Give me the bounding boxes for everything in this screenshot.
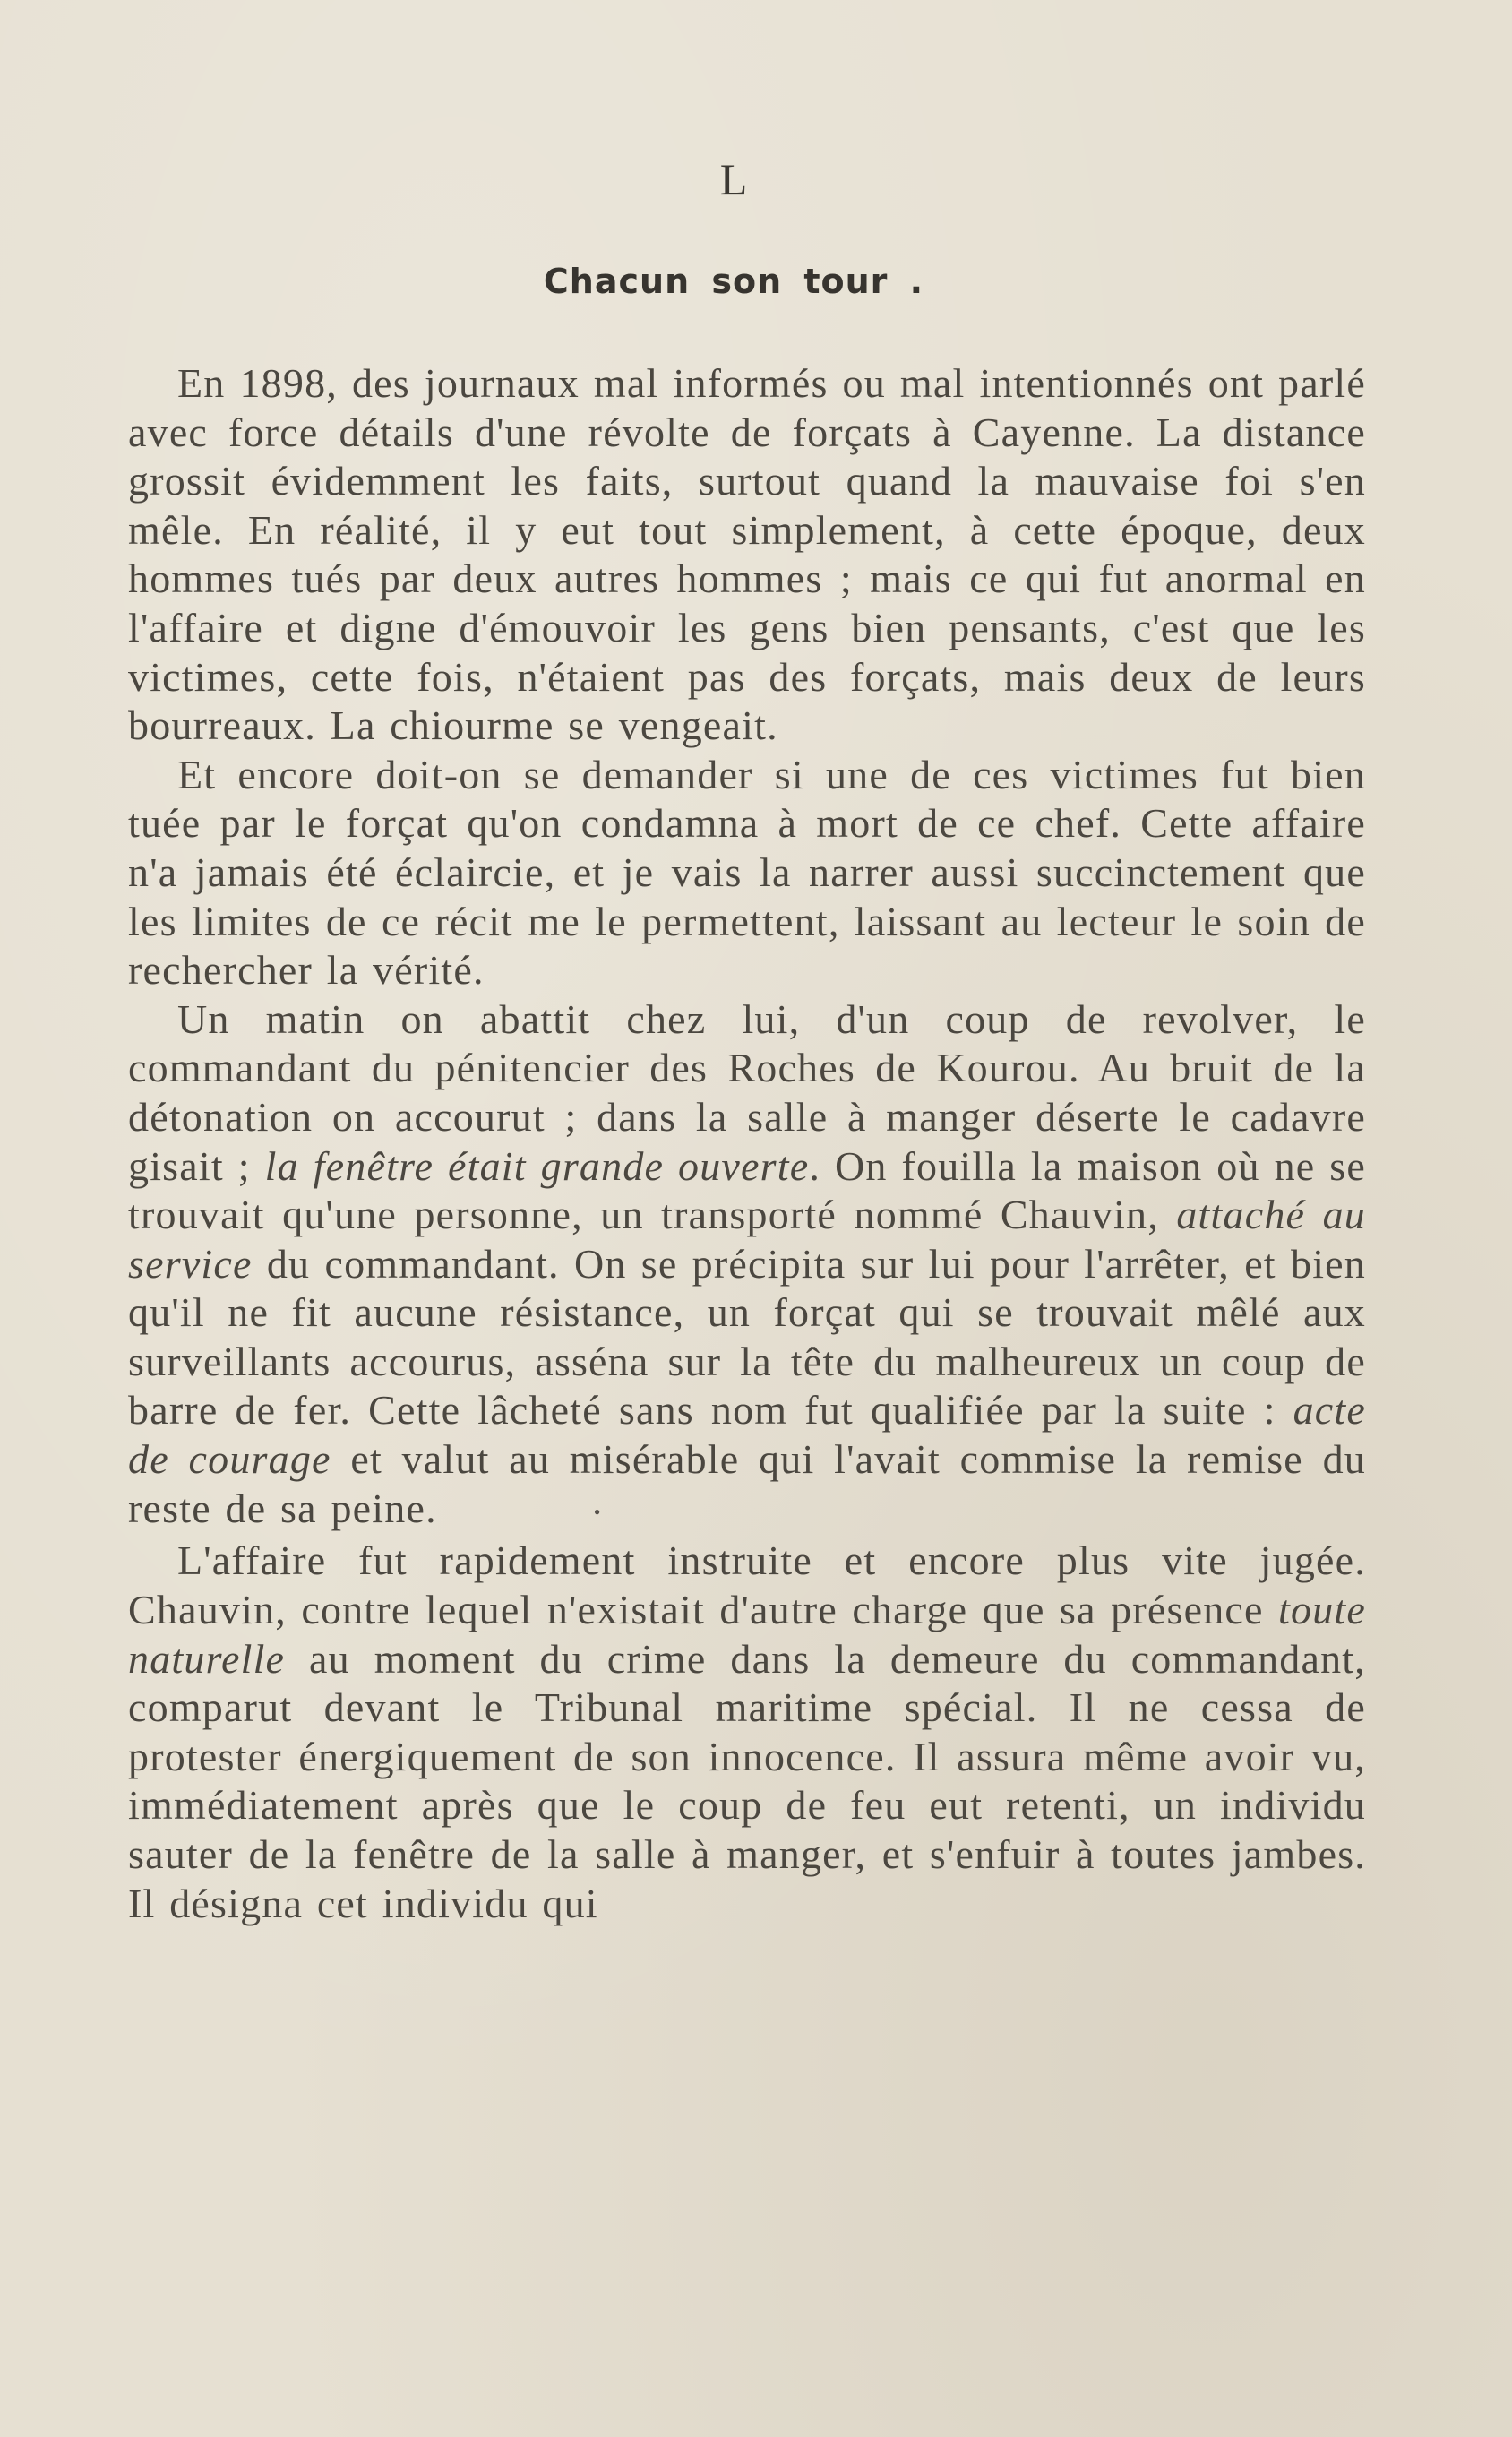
text-segment: du commandant. On se précipita sur lui pour l'arrêter, et bien qu'il ne fit aucune résistance, un forçat qui se trouvait mêlé aux surveillants accourus, asséna sur la tête du malheureux un coup de barre de fer. Cette lâcheté sans nom fut qualifiée par la suite : bbox=[128, 1240, 1366, 1434]
italic-segment: acte de courage bbox=[128, 1387, 1366, 1483]
italic-segment: attaché au service bbox=[128, 1192, 1366, 1287]
page-text-block bbox=[128, 143, 1366, 1928]
text-segment: L'affaire fut rapidement instruite et encore plus vite jugée. Chauvin, contre lequel n'existait d'autre charge que sa présence bbox=[128, 1537, 1366, 1632]
paragraph-4 bbox=[128, 1537, 1366, 1928]
chapter-number: L bbox=[719, 154, 748, 204]
paragraph-3 bbox=[128, 995, 1366, 1537]
stray-ink-mark: • bbox=[593, 1500, 602, 1523]
text-segment: Un matin on abattit chez lui, d'un coup de revolver, le commandant du pénitencier des Roches de Kourou. Au bruit de la détonation on accourut ; dans la salle à manger déserte le cadavre gisait ; bbox=[128, 995, 1366, 1189]
italic-segment: la fenêtre était grande ouverte bbox=[264, 1142, 810, 1189]
italic-segment: toute naturelle bbox=[128, 1586, 1366, 1682]
text-segment: . On fouilla la maison où ne se trouvait qu'une personne, un transporté nommé Chauvin, bbox=[128, 1142, 1366, 1238]
chapter-body bbox=[128, 359, 1366, 1928]
text-segment: Et encore doit-on se demander si une de ces victimes fut bien tuée par le forçat qu'on condamna à mort de ce chef. Cette affaire n'a jamais été éclaircie, et je vais la narrer aussi succinctement que les limites de ce récit me le permettent, laissant au lecteur le soin de rechercher la vérité. bbox=[128, 751, 1366, 994]
paragraph-1 bbox=[128, 359, 1366, 751]
text-segment: au moment du crime dans la demeure du commandant, comparut devant le Tribunal maritime spécial. Il ne cessa de protester énergiquement de son innocence. Il assura même avoir vu, immédiatement après que le coup de feu eut retenti, un individu sauter de la fenêtre de la salle à manger, et s'enfuir à toutes jambes. Il désigna cet individu qui bbox=[128, 1635, 1366, 1926]
chapter-title: Chacun son tour . bbox=[543, 262, 924, 301]
text-segment: En 1898, des journaux mal informés ou mal intentionnés ont parlé avec force détails d'une révolte de forçats à Cayenne. La distance grossit évidemment les faits, surtout quand la mauvaise foi s'en mêle. En réalité, il y eut tout simplement, à cette époque, deux hommes tués par deux autres hommes ; mais ce qui fut anormal en l'affaire et digne d'émouvoir les gens bien pensants, c'est que les victimes, cette fois, n'étaient pas des forçats, mais deux de leurs bourreaux. La chiourme se vengeait. bbox=[128, 360, 1366, 749]
paragraph-2 bbox=[128, 751, 1366, 995]
text-segment: et valut au misérable qui l'avait commise la remise du reste de sa peine. bbox=[128, 1436, 1366, 1531]
